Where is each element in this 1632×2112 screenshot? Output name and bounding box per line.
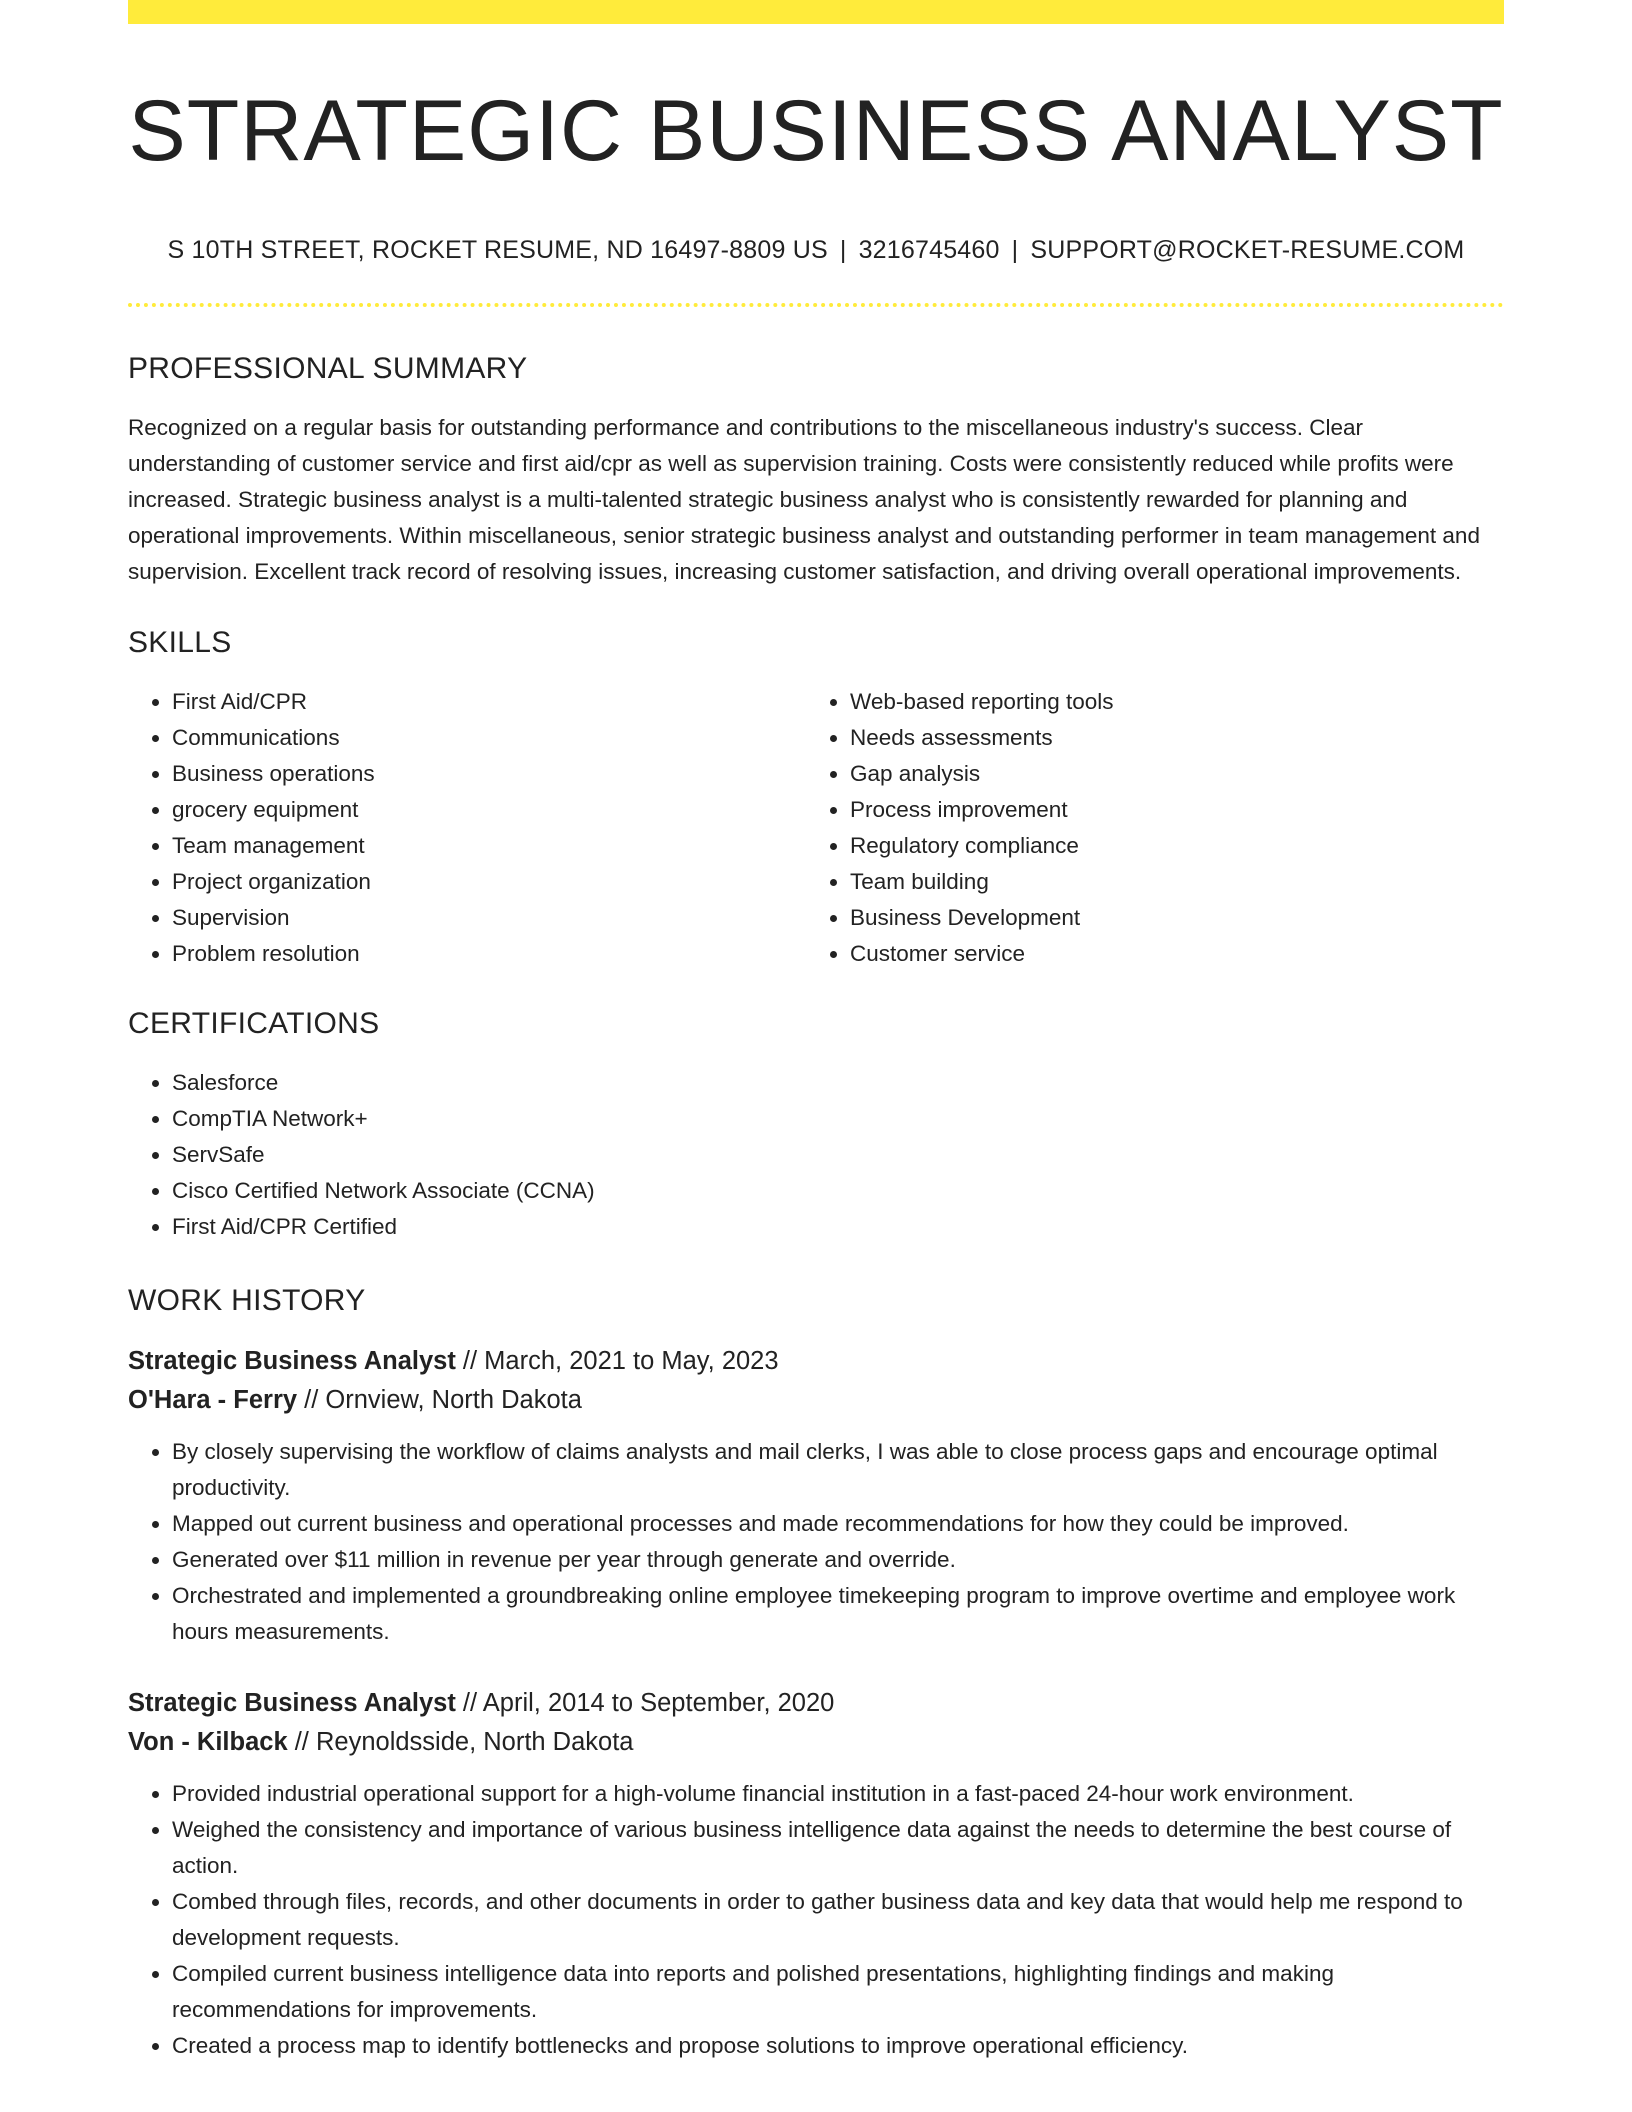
job-dates: // March, 2021 to May, 2023 <box>455 1346 779 1375</box>
skill-item: • Needs assessments <box>850 720 1484 756</box>
certification-item: • Cisco Certified Network Associate (CCNA) <box>172 1173 1504 1209</box>
job-bullet: • Combed through files, records, and other documents in order to gather business data and key data that would help me respond to development requests. <box>172 1884 1504 1956</box>
skill-item: • Team management <box>172 828 806 864</box>
section-heading-certifications: CERTIFICATIONS <box>128 1006 380 1040</box>
skills-column-right <box>806 684 1484 972</box>
job-dates: // April, 2014 to September, 2020 <box>455 1688 835 1717</box>
skill-item: • Process improvement <box>850 792 1484 828</box>
job-location: // Ornview, North Dakota <box>297 1385 582 1414</box>
skill-item: • Supervision <box>172 900 806 936</box>
job-location: // Reynoldsside, North Dakota <box>287 1727 634 1756</box>
skill-item: • Business Development <box>850 900 1484 936</box>
certification-item: • Salesforce <box>172 1065 1504 1101</box>
job-company: O'Hara - Ferry <box>128 1385 298 1414</box>
section-heading-skills: SKILLS <box>128 625 232 659</box>
skill-item: • Customer service <box>850 936 1484 972</box>
certification-item: • ServSafe <box>172 1137 1504 1173</box>
job-entry <box>128 1684 1504 2064</box>
skill-item: • Communications <box>172 720 806 756</box>
job-title: Strategic Business Analyst <box>128 1346 456 1375</box>
job-bullet: • Provided industrial operational support for a high-volume financial institution in a fast-paced 24-hour work environment. <box>172 1776 1504 1812</box>
job-bullet-list <box>128 1776 1504 2064</box>
certification-list <box>128 1065 1504 1245</box>
job-title-line <box>128 1684 1504 1723</box>
job-title: Strategic Business Analyst <box>128 1688 456 1717</box>
skill-item: • Web-based reporting tools <box>850 684 1484 720</box>
job-bullet: • Generated over $11 million in revenue per year through generate and override. <box>172 1542 1504 1578</box>
certifications-section <box>128 1007 1504 1245</box>
job-entry <box>128 1342 1504 1650</box>
work-history-section <box>128 1284 1504 2064</box>
job-bullet: • Weighed the consistency and importance of various business intelligence data against the needs to determine the best course of action. <box>172 1812 1504 1884</box>
job-bullet: • Mapped out current business and operational processes and made recommendations for how they could be improved. <box>172 1506 1504 1542</box>
job-company-line <box>128 1723 1504 1762</box>
contact-separator: | <box>1011 235 1019 264</box>
resume-title: STRATEGIC BUSINESS ANALYST <box>128 83 1504 179</box>
contact-line <box>128 235 1504 265</box>
skill-item: • Business operations <box>172 756 806 792</box>
job-bullet-list <box>128 1434 1504 1650</box>
skills-column-left <box>128 684 806 972</box>
skills-section <box>128 626 1504 972</box>
job-bullet: • Compiled current business intelligence data into reports and polished presentations, highlighting findings and making recommendations for improvements. <box>172 1956 1504 2028</box>
contact-phone: 3216745460 <box>858 235 1000 264</box>
contact-address: S 10TH STREET, ROCKET RESUME, ND 16497-8809 US <box>167 235 828 264</box>
skill-item: • Project organization <box>172 864 806 900</box>
skill-item: • grocery equipment <box>172 792 806 828</box>
skill-item: • Problem resolution <box>172 936 806 972</box>
certification-item: • CompTIA Network+ <box>172 1101 1504 1137</box>
job-company: Von - Kilback <box>128 1727 288 1756</box>
job-company-line <box>128 1381 1504 1420</box>
contact-separator: | <box>839 235 847 264</box>
accent-bar <box>128 0 1504 24</box>
contact-email: SUPPORT@ROCKET-RESUME.COM <box>1030 235 1465 264</box>
resume-page <box>128 0 1504 2064</box>
job-bullet: • Created a process map to identify bottlenecks and propose solutions to improve operational efficiency. <box>172 2028 1504 2064</box>
skill-item: • Team building <box>850 864 1484 900</box>
certification-item: • First Aid/CPR Certified <box>172 1209 1504 1245</box>
section-heading-summary: PROFESSIONAL SUMMARY <box>128 351 528 385</box>
job-bullet: • By closely supervising the workflow of claims analysts and mail clerks, I was able to close process gaps and encourage optimal productivity. <box>172 1434 1504 1506</box>
skill-item: • Gap analysis <box>850 756 1484 792</box>
job-bullet: • Orchestrated and implemented a groundbreaking online employee timekeeping program to improve overtime and employee work hours measurements. <box>172 1578 1504 1650</box>
job-title-line <box>128 1342 1504 1381</box>
skill-item: • First Aid/CPR <box>172 684 806 720</box>
skills-columns <box>128 684 1504 972</box>
summary-text: Recognized on a regular basis for outstanding performance and contributions to the miscellaneous industry's success. Clear understanding of customer service and first aid/cpr as well as supervision training. Costs were consistently reduced while profits were increased. Strategic business analyst is a multi-talented strategic business analyst who is consistently rewarded for planning and operational improvements. Within miscellaneous, senior strategic business analyst and outstanding performer in team management and supervision. Excellent track record of resolving issues, increasing customer satisfaction, and driving overall operational improvements. <box>128 414 1480 584</box>
section-heading-work-history: WORK HISTORY <box>128 1283 366 1317</box>
professional-summary-section <box>128 352 1504 590</box>
skill-item: • Regulatory compliance <box>850 828 1484 864</box>
dotted-divider <box>128 303 1504 307</box>
